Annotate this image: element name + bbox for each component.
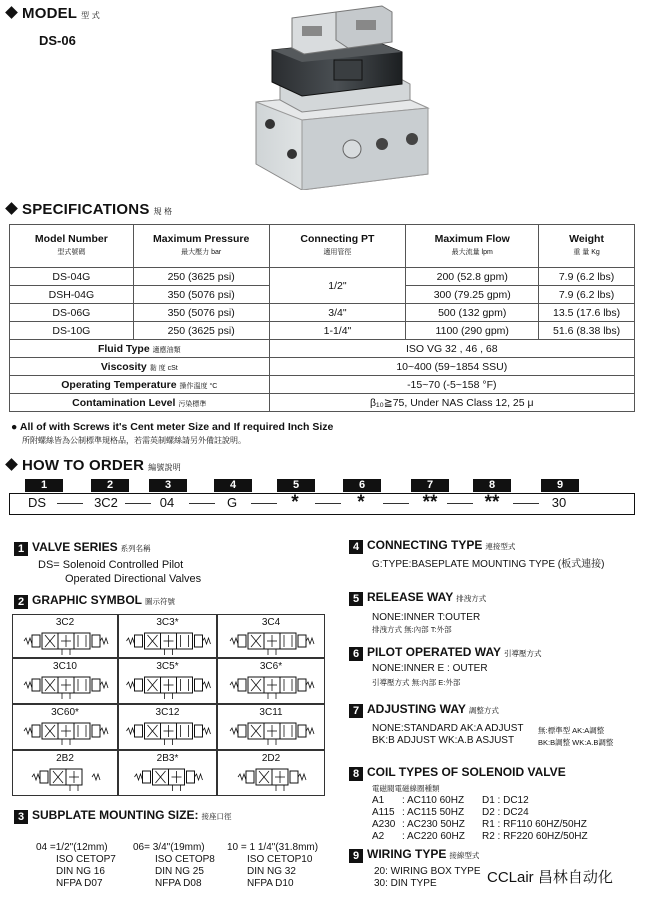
dash-separator: —— [447,495,473,510]
model-cell: DS-04G [10,268,134,286]
table-row [10,304,635,322]
valve-symbol-icon [125,767,212,793]
flow-cell: 500 (132 gpm) [406,304,539,322]
graphic-symbol-grid [12,614,325,796]
valve-symbol-icon [224,721,320,747]
graphic-symbol-label: 3C60* [51,707,79,718]
valve-product-image [232,4,444,190]
dash-separator: —— [383,495,409,510]
subplate-col-04: 04 =1/2"(12mm) ISO CETOP7 DIN NG 16 NFPA D07 [36,842,116,889]
subplate-col-06: 06= 3/4"(19mm) ISO CETOP8 DIN NG 25 NFPA D08 [133,842,215,889]
graphic-symbol-cell [217,750,325,796]
graphic-symbol-label: 2B2 [56,753,74,764]
order-position-number: 3 [149,479,187,492]
graphic-symbol-label: 3C5* [156,661,179,672]
valve-symbol-icon [125,721,212,747]
weight-cell: 7.9 (6.2 lbs) [539,268,635,286]
subplate-col-10: 10 = 1 1/4"(31.8mm) ISO CETOP10 DIN NG 32 NFPA D10 [227,842,319,889]
graphic-symbol-label: 3C3* [156,617,179,628]
coil-types-list: A1 : AC110 60HZ D1 : DC12 A115 : AC115 50HZ D2 : DC24 A230 : AC230 50HZ R1 : RF110 60HZ/50HZ A2 : AC220 60HZ R2 : RF220 60HZ/50HZ [372,795,588,842]
valve-symbol-icon [19,631,113,657]
watermark-text: CCLair 昌林自动化 [487,869,613,886]
table-row [10,394,635,412]
order-position-number: 4 [214,479,252,492]
order-position-number: 8 [473,479,511,492]
column-header: Model Number 型式號碼 [10,225,134,268]
valve-symbol-icon [19,767,113,793]
graphic-symbol-cell [118,704,217,750]
order-code: DS [27,495,47,510]
order-code: * [291,492,299,513]
wiring-type-desc: 20: WIRING BOX TYPE 30: DIN TYPE [374,866,481,889]
property-label: Contamination Level 污染標準 [10,394,270,412]
coil-types-cn: 電磁閥電磁線圈種類 [372,784,440,793]
graphic-symbol-cell [12,614,118,658]
column-header: Maximum Pressure 最大壓力 bar [133,225,269,268]
section-release-way: 5 RELEASE WAY 排洩方式 [349,590,486,606]
dash-separator: —— [189,495,215,510]
graphic-symbol-cell [217,658,325,704]
valve-symbol-icon [125,631,212,657]
order-position-number: 5 [277,479,315,492]
graphic-symbol-label: 3C11 [259,707,283,718]
table-row [10,358,635,376]
screw-note: ● All of with Screws it's Cent meter Size and If required Inch Size [11,421,334,433]
weight-cell: 7.9 (6.2 lbs) [539,286,635,304]
property-label: Fluid Type 適應油類 [10,340,270,358]
model-cell: DS-06G [10,304,134,322]
table-header-row [10,225,635,268]
graphic-symbol-cell [12,658,118,704]
order-code: G [226,495,238,510]
property-value: 10~400 (59~1854 SSU) [269,358,634,376]
graphic-symbol-cell [118,658,217,704]
section-coil-types: 8 COIL TYPES OF SOLENOID VALVE [349,765,566,781]
table-row [10,376,635,394]
graphic-symbol-label: 3C12 [155,707,180,718]
weight-cell: 51.6 (8.38 lbs) [539,322,635,340]
pressure-cell: 250 (3625 psi) [133,322,269,340]
table-row [10,322,635,340]
connecting-cell: 3/4" [269,304,406,322]
graphic-symbol-cell [118,614,217,658]
property-label: Operating Temperature 操作溫度 °C [10,376,270,394]
order-position-number: 2 [91,479,129,492]
connecting-cell: 1-1/4" [269,322,406,340]
valve-symbol-icon [19,721,113,747]
how-to-order-heading: HOW TO ORDER 編號說明 [4,457,181,474]
property-value: -15~70 (-5~158 °F) [269,376,634,394]
valve-symbol-icon [224,675,320,701]
table-row [10,340,635,358]
diamond-bullet-icon [5,6,18,19]
property-value: β₁₀≧75, Under NAS Class 12, 25 μ [269,394,634,412]
graphic-symbol-cell [118,750,217,796]
column-header: Connecting PT 適用管徑 [269,225,406,268]
order-position-number: 6 [343,479,381,492]
graphic-symbol-label: 3C2 [55,617,75,628]
model-heading: MODEL 型 式 [4,5,100,22]
graphic-symbol-label: 2B3* [156,753,179,764]
column-header: Weight 重 量 Kg [539,225,635,268]
model-cell: DSH-04G [10,286,134,304]
valve-symbol-icon [224,631,320,657]
table-row [10,268,635,286]
graphic-symbol-label: 3C6* [259,661,283,672]
connecting-cell: 1/2" [269,268,406,304]
dash-separator: —— [513,495,539,510]
column-header: Maximum Flow 最大流量 lpm [406,225,539,268]
adjusting-way-desc-cn: 無:標準型 AK:A調整 BK:B調整 WK:A.B調整 [538,726,614,747]
flow-cell: 200 (52.8 gpm) [406,268,539,286]
pressure-cell: 250 (3625 psi) [133,268,269,286]
diamond-bullet-icon [5,202,18,215]
pressure-cell: 350 (5076 psi) [133,286,269,304]
pilot-operated-way-desc: NONE:INNER E : OUTER 引導壓方式 無:內部 E:外部 [372,663,488,687]
section-pilot-operated-way: 6 PILOT OPERATED WAY 引導壓方式 [349,645,542,661]
order-code: 30 [551,495,567,510]
valve-symbol-icon [125,675,212,701]
dash-separator: —— [251,495,277,510]
specifications-table [9,224,635,412]
model-cell: DS-10G [10,322,134,340]
flow-cell: 300 (79.25 gpm) [406,286,539,304]
graphic-symbol-cell [12,750,118,796]
order-position-number: 1 [25,479,63,492]
graphic-symbol-cell [217,704,325,750]
dash-separator: —— [125,495,151,510]
graphic-symbol-label: 3C10 [53,661,77,672]
graphic-symbol-label: 2D2 [261,753,281,764]
valve-series-desc: DS= Solenoid Controlled Pilot Operated Directional Valves [38,559,202,585]
property-value: ISO VG 32 , 46 , 68 [269,340,634,358]
property-label: Viscosity 黏 度 cSt [10,358,270,376]
dash-separator: —— [315,495,341,510]
order-position-number: 7 [411,479,449,492]
screw-note-cn: 所附螺絲皆為公制標準規格品，若需英制螺絲請另外備註說明。 [22,436,246,445]
section-wiring-type: 9 WIRING TYPE 接線型式 [349,847,479,863]
section-subplate-mounting-size: 3 SUBPLATE MOUNTING SIZE: 接座口徑 [14,808,231,824]
order-code: ** [484,492,500,513]
order-code: * [357,492,365,513]
section-adjusting-way: 7 ADJUSTING WAY 調整方式 [349,702,499,718]
order-code: 04 [159,495,175,510]
section-graphic-symbol: 2 GRAPHIC SYMBOL 圖示符號 [14,593,175,609]
valve-symbol-icon [19,675,113,701]
connecting-type-desc: G:TYPE:BASEPLATE MOUNTING TYPE (板式連接) [372,559,605,570]
model-name: DS-06 [39,33,76,48]
adjusting-way-desc: NONE:STANDARD AK:A ADJUST BK:B ADJUST WK:A.B ASJUST [372,723,524,746]
release-way-desc: NONE:INNER T:OUTER 排洩方式 無:內部 T:外部 [372,612,481,634]
specifications-heading: SPECIFICATIONS 規 格 [4,201,172,218]
flow-cell: 1100 (290 gpm) [406,322,539,340]
graphic-symbol-cell [12,704,118,750]
section-valve-series: 1 VALVE SERIES 系列名稱 [14,540,151,556]
weight-cell: 13.5 (17.6 lbs) [539,304,635,322]
diamond-bullet-icon [5,458,18,471]
graphic-symbol-cell [217,614,325,658]
order-code: ** [422,492,438,513]
section-connecting-type: 4 CONNECTING TYPE 連接型式 [349,538,515,554]
order-code: 3C2 [94,495,118,510]
valve-symbol-icon [224,767,320,793]
graphic-symbol-label: 3C4 [261,617,281,628]
order-position-number: 9 [541,479,579,492]
dash-separator: —— [57,495,83,510]
pressure-cell: 350 (5076 psi) [133,304,269,322]
